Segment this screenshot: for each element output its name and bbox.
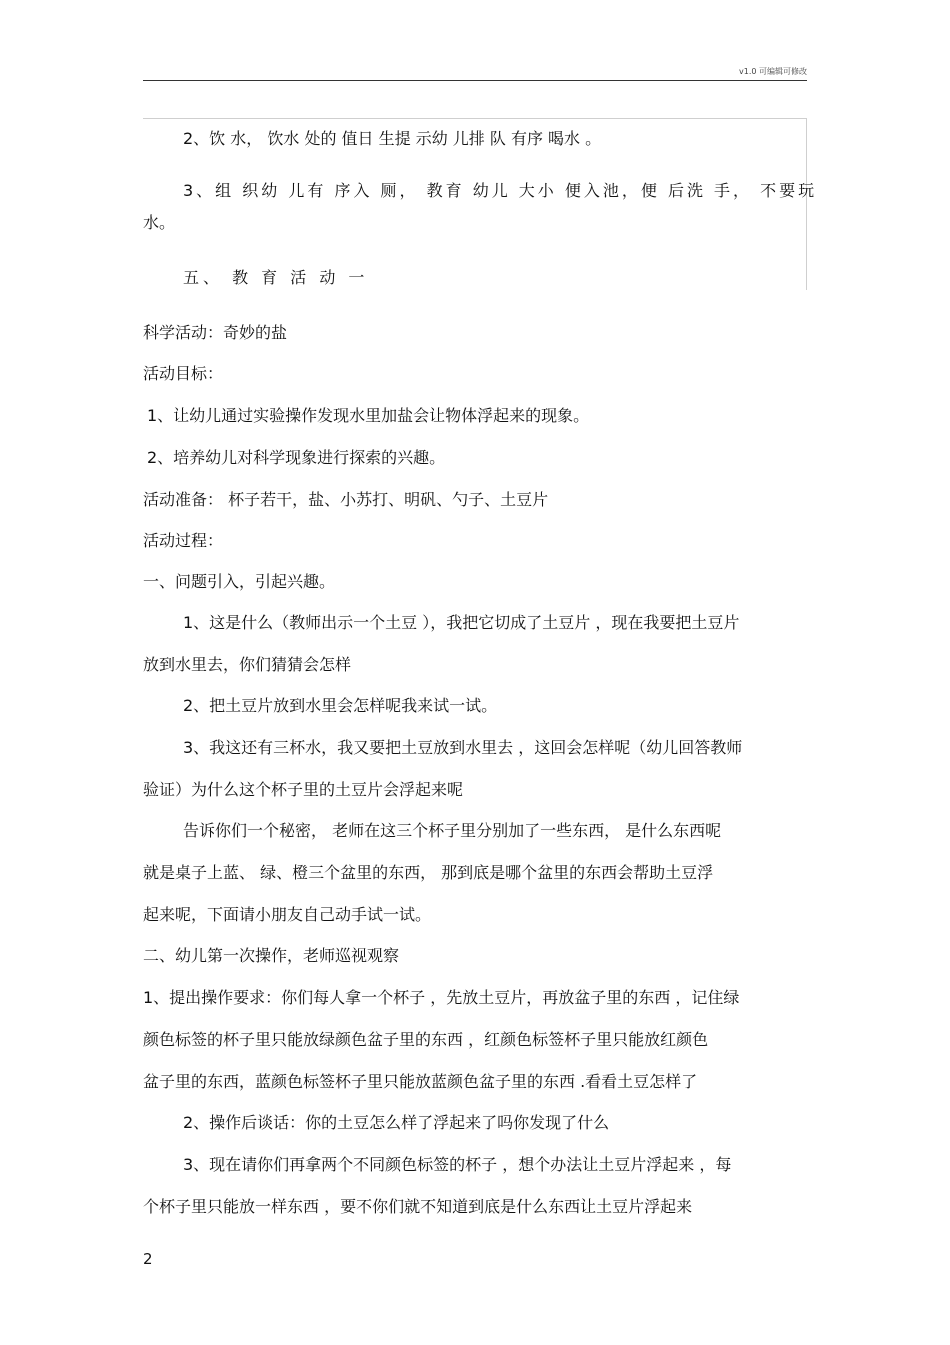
process-label: 活动过程： bbox=[143, 531, 224, 550]
section-five-heading: 五、 教 育 活 动 一 bbox=[183, 268, 369, 287]
s1-p4-line1: 告诉你们一个秘密， 老师在这三个杯子里分别加了一些东西， 是什么东西呢 bbox=[183, 821, 722, 840]
page-number: 2 bbox=[143, 1250, 153, 1268]
goals-label: 活动目标： bbox=[143, 364, 224, 383]
s1-p2: 2、把土豆片放到水里会怎样呢我来试一试。 bbox=[183, 696, 498, 715]
header-version-note: v1.0 可编辑可修改 bbox=[739, 67, 807, 76]
header-divider bbox=[143, 80, 807, 81]
s2-p1-line2: 颜色标签的杯子里只能放绿颜色盆子里的东西 ，红颜色标签杯子里只能放红颜色 bbox=[143, 1030, 709, 1049]
s1-p4-line3: 起来呢，下面请小朋友自己动手试一试。 bbox=[143, 905, 432, 924]
s1-p1-line1: 1、这是什么（教师出示一个土豆 ），我把它切成了土豆片 ，现在我要把土豆片 bbox=[183, 613, 740, 632]
upper-item-3-line1: 3、组 织幼 儿有 序入 厕， 教育 幼儿 大小 便入池，便 后洗 手， 不要玩 bbox=[183, 181, 818, 200]
s1-p4-line2: 就是桌子上蓝、 绿、橙三个盆里的东西， 那到底是哪个盆里的东西会帮助土豆浮 bbox=[143, 863, 714, 882]
goal-2: 2、培养幼儿对科学现象进行探索的兴趣。 bbox=[147, 448, 446, 467]
upper-item-2: 2、饮 水， 饮水 处的 值日 生提 示幼 儿排 队 有序 喝水 。 bbox=[183, 129, 602, 148]
s2-p2: 2、操作后谈话：你的土豆怎么样了浮起来了吗你发现了什么 bbox=[183, 1113, 610, 1132]
preparation: 活动准备： 杯子若干，盐、小苏打、明矾、勺子、土豆片 bbox=[143, 490, 549, 509]
upper-item-3-line2: 水。 bbox=[143, 213, 176, 232]
s2-p3-line2: 个杯子里只能放一样东西 ，要不你们就不知道到底是什么东西让土豆片浮起来 bbox=[143, 1197, 693, 1216]
s2-p3-line1: 3、现在请你们再拿两个不同颜色标签的杯子 ，想个办法让土豆片浮起来 ，每 bbox=[183, 1155, 732, 1174]
s2-p1-line1: 1、提出操作要求：你们每人拿一个杯子 ，先放土豆片，再放盆子里的东西 ，记住绿 bbox=[143, 988, 740, 1007]
s2-p1-line3: 盆子里的东西，蓝颜色标签杯子里只能放蓝颜色盆子里的东西 .看看土豆怎样了 bbox=[143, 1072, 698, 1091]
s1-p3-line2: 验证）为什么这个杯子里的土豆片会浮起来呢 bbox=[143, 780, 464, 799]
goal-1: 1、让幼儿通过实验操作发现水里加盐会让物体浮起来的现象。 bbox=[147, 406, 590, 425]
s1-p1-line2: 放到水里去，你们猜猜会怎样 bbox=[143, 655, 352, 674]
step-2-title: 二、幼儿第一次操作，老师巡视观察 bbox=[143, 946, 400, 965]
activity-title: 科学活动：奇妙的盐 bbox=[143, 323, 288, 342]
s1-p3-line1: 3、我这还有三杯水，我又要把土豆放到水里去 ，这回会怎样呢（幼儿回答教师 bbox=[183, 738, 743, 757]
step-1-title: 一、问题引入，引起兴趣。 bbox=[143, 572, 336, 591]
